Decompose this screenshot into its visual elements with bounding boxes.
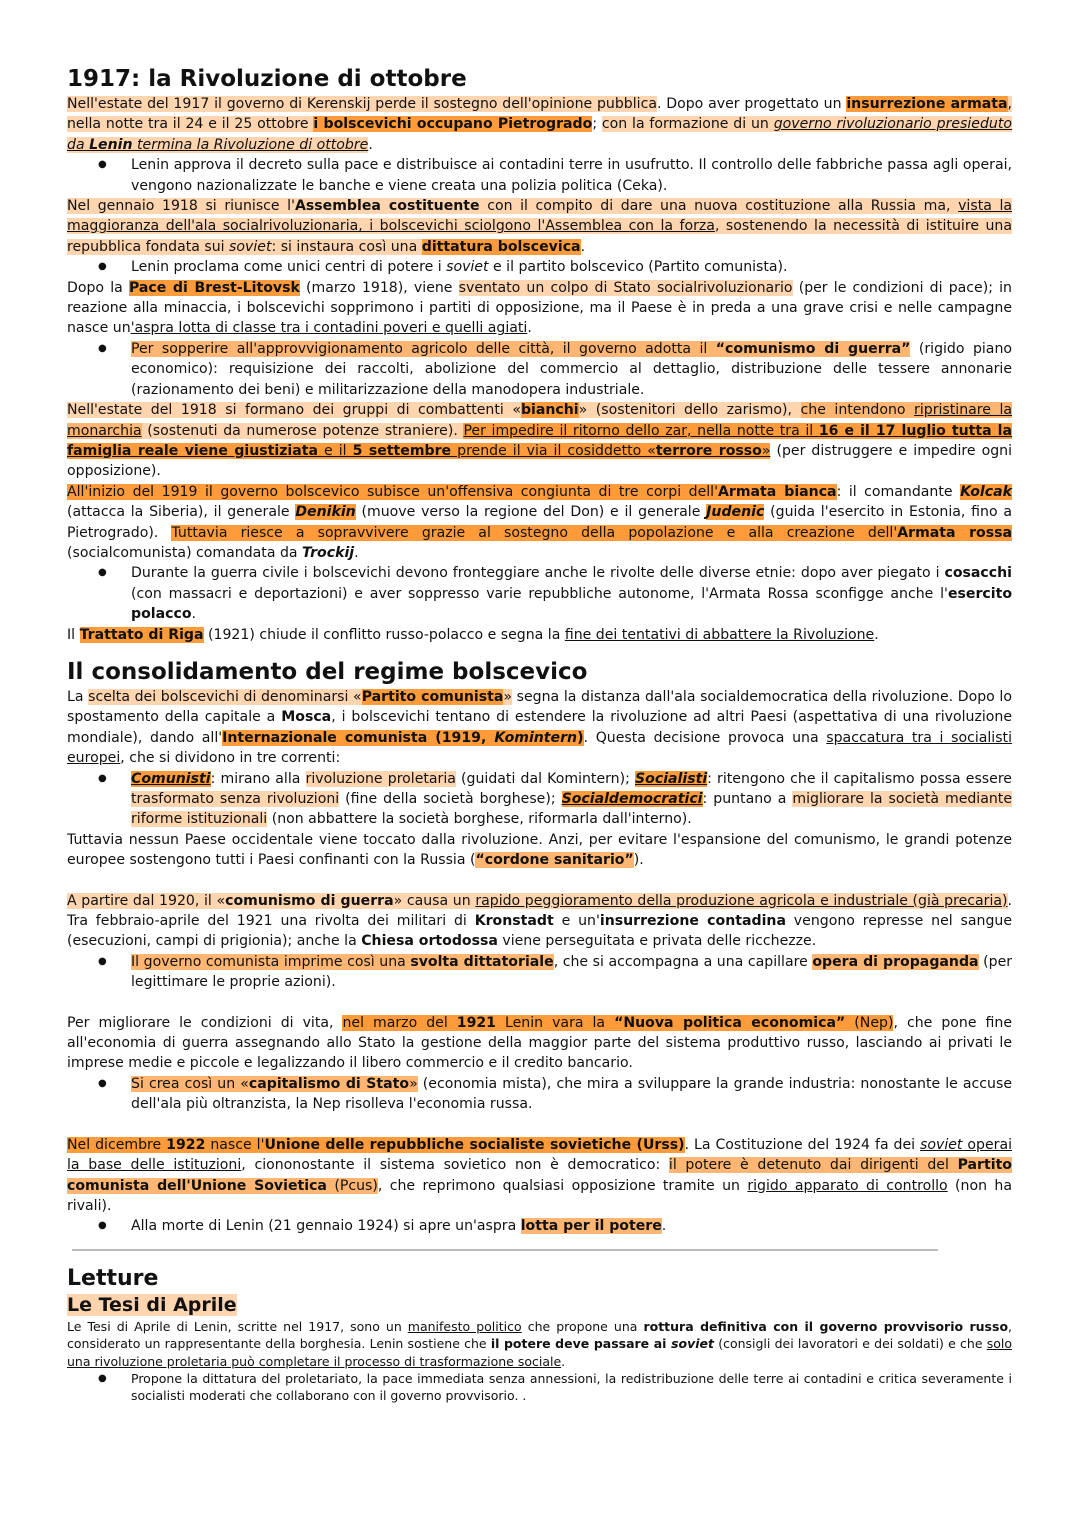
text-span: (consigli dei lavoratori e dei soldati) e che [713, 1336, 987, 1352]
text-span: . [580, 238, 586, 255]
text-span: rapido peggioramento della produzione agricola e industriale (già precaria) [475, 892, 1008, 909]
text-span: soviet [446, 259, 489, 276]
text-span: che propone una [521, 1318, 644, 1334]
text-span: . [354, 544, 359, 561]
text-span: Lenin vara la [496, 1014, 615, 1031]
list-item: ● Lenin approva il decreto sulla pace e distribuisce ai contadini terre in usufrutto. Il controllo delle fabbriche passa agli operai, vengono nazionalizzate le banche e viene creata una polizia politica (Ceka). [131, 155, 1012, 196]
text-span: segna la distanza dall'ala socialdemocratica della rivoluzione. Dopo lo spostamento della capitale a [67, 688, 1012, 726]
section-title-rivoluzione: 1917: la Rivoluzione di ottobre [67, 66, 467, 92]
bullet-list [67, 1074, 1012, 1115]
text-span: , che reprimono qualsiasi opposizione tramite un [377, 1177, 748, 1194]
text-span: , nella notte tra il 24 e il 25 ottobre [67, 96, 1012, 133]
text-span: con la formazione di un [601, 116, 774, 133]
list-item: ● Propone la dittatura del proletariato, la pace immediata senza annessioni, la redistribuzione delle terre ai contadini e critica severamente i socialisti moderati che collaborano con il governo provvisorio. . [131, 1370, 1012, 1405]
text-span: (per le condizioni di pace); in reazione alla minaccia, i bolscevichi sopprimono i partiti di opposizione, ma il Paese è in preda a una grave crisi e nelle campagne nasce un [67, 279, 1012, 337]
text-span: , che pone fine all'economia di guerra assegnando allo Stato la gestione della maggior parte del sistema produttivo russo, lasciando ai privati le imprese medie e piccole e legalizzando il libero commercio e il credito bancario. [67, 1014, 1012, 1072]
text-span: con il compito di dare una nuova costituzione alla Russia ma, [479, 198, 959, 215]
text-span: Per migliorare le condizioni di vita, [67, 1014, 343, 1031]
text-span: (rigido piano economico): requisizione dei raccolti, abolizione del commercio al dettaglio, distribuzione delle tessere annonarie (razionamento dei beni) e militarizzazione della manodopera industriale. [131, 340, 1012, 398]
text-span: lotta per il potere [520, 1218, 662, 1235]
list-item [131, 1074, 1012, 1115]
text-span: (non ha rivali). [67, 1177, 1012, 1214]
text-span: comunismo di guerra [225, 892, 394, 909]
text-span: Internazionale comunista (1919, [222, 729, 495, 746]
text-span: “comunismo di guerra” [715, 340, 911, 357]
text-span: capitalismo di Stato [248, 1075, 410, 1092]
text-span: dittatura bolscevica [421, 238, 581, 255]
bullet-list [67, 769, 1012, 830]
text-span: sventato un colpo di Stato socialrivoluzionario [458, 279, 793, 296]
text-span: Assemblea costituente [294, 198, 480, 215]
text-span: ; [592, 116, 602, 133]
text-span: Per impedire il ritorno dello zar, nella notte tra il [463, 422, 819, 439]
paragraph-armata-bianca [67, 482, 1012, 564]
text-span: ) [577, 729, 584, 746]
paragraph-cordone [67, 830, 1012, 871]
text-span: (muove verso la regione del Don) e il generale [355, 504, 707, 521]
text-span: » causa un [393, 892, 476, 909]
text-span: Mosca [281, 709, 332, 726]
text-span: (Nep) [845, 1014, 894, 1031]
list-item [131, 952, 1012, 993]
paragraph-nep [67, 1013, 1012, 1074]
text-span: fine dei tentativi di abbattere la Rivoluzione [564, 626, 875, 643]
text-span: (fine della società borghese); [339, 791, 562, 807]
subtitle-tesi-aprile [67, 1293, 1012, 1318]
bullet-list [67, 1370, 1012, 1405]
text-span: (marzo 1918), viene [299, 279, 459, 296]
bullet-list [67, 952, 1012, 993]
text-span: Kolcak [960, 483, 1012, 500]
text-span: A partire dal 1920, il « [67, 892, 226, 909]
text-span: viene perseguitata e privata delle ricchezze. [497, 933, 817, 950]
text-span: svolta dittatoriale [410, 953, 554, 970]
text-span: “Nuova politica economica” [614, 1014, 846, 1031]
text-span: Judenic [706, 504, 765, 521]
bullet-list [67, 257, 1012, 277]
text-span: soviet [229, 238, 272, 255]
text-span: prende il via il cosiddetto « [451, 442, 656, 459]
text-span: . Tra febbraio-aprile del 1921 una rivolta dei militari di [67, 892, 1012, 930]
text-span: Il [67, 626, 80, 643]
paragraph-partito-comunista [67, 687, 1012, 769]
list-item [131, 1216, 1012, 1236]
text-span: . Questa decisione provoca una [583, 729, 827, 746]
text-span: 1922 [166, 1136, 206, 1153]
text-span: . [368, 136, 373, 153]
text-span: termina la Rivoluzione di ottobre [132, 136, 369, 153]
paragraph-brest-litovsk [67, 278, 1012, 339]
text-span: (per legittimare le proprie azioni). [131, 953, 1013, 991]
paragraph-riga [67, 625, 1012, 645]
bullet-list [67, 1216, 1012, 1236]
paragraph-kerenskij [67, 94, 1012, 155]
text-span: che intendono [800, 402, 915, 419]
text-span: Il governo comunista imprime così una [131, 953, 411, 970]
text-span: Durante la guerra civile i bolscevichi devono fronteggiare anche le rivolte delle diverse etnie: dopo aver piegato i [131, 565, 945, 582]
text-span: , considerato un rappresentante della borghesia. Lenin sostiene che [67, 1318, 1013, 1352]
text-span: spaccatura tra i socialisti europei [67, 729, 1012, 767]
text-span: , i bolscevichi tentano di estendere la rivoluzione ad altri Paesi (aspettativa di una rivoluzione mondiale), dando all' [67, 709, 1012, 746]
text-span: Socialdemocratici [561, 791, 703, 807]
text-span: : il comandante [836, 483, 961, 500]
text-span: Lenin proclama come unici centri di potere i [131, 259, 447, 276]
list-item [131, 257, 1012, 277]
text-span: : si instaura così una [271, 238, 422, 255]
text-span: soviet [671, 1336, 714, 1352]
text-span: (Pcus) [326, 1177, 378, 1194]
text-span: Per sopperire all'approvvigionamento agricolo delle città, il governo adotta il [131, 340, 716, 357]
text-span: Comunisti [131, 770, 211, 787]
text-span: cosacchi [944, 565, 1012, 582]
text-span: ripristinare la monarchia [67, 402, 1012, 439]
text-span: Armata bianca [717, 483, 837, 500]
text-span: migliorare la società mediante riforme istituzionali [131, 791, 1012, 828]
text-span: Chiesa ortodossa [361, 933, 498, 950]
paragraph-bianchi [67, 400, 1012, 482]
text-span: rigido apparato di controllo [747, 1177, 948, 1194]
text-span: Komintern [494, 729, 578, 746]
text-span: terrore rosso [655, 442, 762, 459]
text-span: Partito comunista [361, 688, 504, 705]
text-span: (non abbattere la società borghese, riformarla dall'interno). [267, 811, 692, 828]
text-span: i bolscevichi occupano Pietrogrado [313, 116, 593, 133]
text-span: opera di propaganda [812, 953, 979, 970]
text-span: : puntano a [702, 791, 793, 807]
list-item [131, 769, 1012, 830]
text-span: rivoluzione proletaria [305, 770, 456, 787]
text-span: , che si dividono in tre correnti: [120, 750, 341, 767]
text-span: Lenin [89, 136, 133, 153]
text-span: Si crea così un « [131, 1075, 249, 1092]
text-span: 16 e il 17 luglio tutta la famiglia reale viene giustiziata [67, 422, 1013, 459]
text-span: bianchi [520, 402, 579, 419]
text-span: 5 settembre [352, 442, 452, 459]
text-span: (guida l'esercito in Estonia, fino a Pietrogrado). [67, 504, 1012, 541]
text-span: Trockij [302, 544, 355, 561]
section-divider [72, 1249, 938, 1251]
text-span: vengono represse nel sangue (esecuzioni, campi di prigionia); anche la [67, 913, 1013, 950]
text-span: Nel dicembre [67, 1136, 167, 1153]
text-span: : mirano alla [210, 770, 306, 787]
text-span: (1921) chiude il conflitto russo-polacco e segna la [203, 626, 565, 643]
text-span: . La Costituzione del 1924 fa dei [684, 1136, 921, 1153]
text-span: Armata rossa [897, 524, 1012, 541]
section-title-consolidamento: Il consolidamento del regime bolscevico [67, 658, 588, 685]
text-span: governo rivoluzionario presieduto da [67, 116, 1013, 153]
text-span: 'aspra lotta di classe tra i contadini poveri e quelli agiati [130, 320, 528, 337]
text-span: e il [318, 442, 353, 459]
text-span: » [409, 1075, 418, 1092]
text-span: . [561, 1353, 566, 1369]
bullet-list [67, 339, 1012, 400]
paragraph-1920 [67, 891, 1012, 952]
text-span: Alla morte di Lenin (21 gennaio 1924) si apre un'aspra [131, 1218, 521, 1235]
text-span: , ciononostante il sistema sovietico non è democratico: [241, 1157, 669, 1174]
text-span: (economia mista), che mira a sviluppare la grande industria: nonostante le accuse dell'ala più oltranzista, la Nep risolleva l'economia russa. [131, 1075, 1012, 1113]
text-span: esercito polacco [131, 585, 1012, 623]
paragraph-tesi-aprile [67, 1318, 1012, 1370]
text-span: Le Tesi di Aprile di Lenin, scritte nel 1917, sono un [67, 1318, 408, 1334]
text-span: nel marzo del [342, 1014, 457, 1031]
text-span: Nel gennaio 1918 si riunisce l' [67, 198, 295, 215]
text-span: La [67, 688, 89, 705]
text-span: » [761, 442, 771, 459]
text-span: Partito comunista dell'Unione Sovietica [67, 1157, 1012, 1194]
text-span: “cordone sanitario” [475, 852, 634, 869]
text-span: rottura definitiva con il governo provvisorio russo [643, 1318, 1009, 1334]
text-span: All'inizio del 1919 il governo bolscevico subisce un'offensiva congiunta di tre corpi dell' [67, 483, 718, 500]
text-span: . [874, 626, 879, 643]
text-span: » (sostenitori dello zarismo), [578, 402, 801, 419]
paragraph-assemblea [67, 196, 1012, 257]
text-span: Dopo la [67, 279, 129, 296]
text-span: . Dopo aver progettato un [656, 96, 847, 112]
text-span: , sostenendo la necessità di istituire una repubblica fondata sui [67, 218, 1012, 255]
text-span: Kronstadt [474, 913, 554, 930]
text-span: e il partito bolscevico (Partito comunista). [488, 259, 788, 276]
text-span: 1921 [456, 1014, 496, 1031]
text-span: . [527, 320, 532, 337]
text-span: (sostenuti da numerose potenze straniere). [141, 422, 464, 439]
text-span: scelta dei bolscevichi di denominarsi « [88, 688, 362, 705]
text-span: insurrezione armata [846, 96, 1008, 112]
text-span: Tuttavia riesce a sopravvivere grazie al sostegno della popolazione e alla creazione dell' [171, 524, 898, 541]
text-span: il potere deve passare ai [490, 1336, 672, 1352]
text-span: trasformato senza rivoluzioni [131, 791, 340, 807]
bullet-list [67, 563, 1012, 624]
list-item [131, 563, 1012, 624]
bullet-list [67, 155, 1012, 196]
text-span: . [661, 1218, 667, 1235]
text-span: soviet [920, 1136, 963, 1153]
text-span: manifesto politico [407, 1318, 522, 1334]
text-span: (socialcomunista) comandata da [67, 544, 303, 561]
section-title-letture: Letture [67, 1265, 159, 1291]
text-span: Trattato di Riga [79, 626, 204, 643]
text-span: Nell'estate del 1917 il governo di Kerenskij perde il sostegno dell'opinione pubblica [67, 96, 657, 112]
text-span: . [191, 606, 196, 623]
text-span: : ritengono che il capitalismo possa essere [707, 770, 1012, 787]
text-span: (attacca la Siberia), il generale [67, 504, 296, 521]
text-span: (per distruggere e impedire ogni opposizione). [67, 442, 1012, 480]
text-span: nasce l' [205, 1136, 265, 1153]
text-span: Unione delle repubbliche socialiste sovietiche (Urss) [264, 1136, 685, 1153]
text-span: Socialisti [635, 770, 708, 787]
text-span: ). [633, 852, 644, 869]
text-span: Denikin [295, 504, 356, 521]
text-span: , che si accompagna a una capillare [553, 953, 813, 970]
text-span: Pace di Brest-Litovsk [128, 279, 300, 296]
text-span: vista la maggioranza dell'ala socialrivoluzionaria, i bolscevichi sciolgono l'Assemblea con la forza [67, 198, 1013, 235]
text-span: e un' [553, 913, 600, 930]
text-span: (guidati dal Komintern); [455, 770, 635, 787]
text-span: il potere è detenuto dai dirigenti del [668, 1157, 958, 1174]
text-span: (con massacri e deportazioni) e aver soppresso varie repubbliche autonome, l'Armata Rossa sconfigge anche l' [131, 585, 948, 602]
text-span: Nell'estate del 1918 si formano dei gruppi di combattenti « [67, 402, 521, 419]
text-span: solo una rivoluzione proletaria può completare il processo di trasformazione sociale [67, 1336, 1012, 1369]
list-item [131, 339, 1012, 400]
text-span: Tuttavia nessun Paese occidentale viene toccato dalla rivoluzione. Anzi, per evitare l'espansione del comunismo, le grandi potenze europee sostengono tutti i Paesi confinanti con la Russia ( [67, 831, 1012, 869]
paragraph-urss [67, 1135, 1012, 1217]
text-span: insurrezione contadina [599, 913, 786, 930]
text-span: » [503, 688, 513, 705]
text-span: operai la base delle istituzioni [67, 1136, 1012, 1174]
text-span: Le Tesi di Aprile [67, 1293, 237, 1316]
